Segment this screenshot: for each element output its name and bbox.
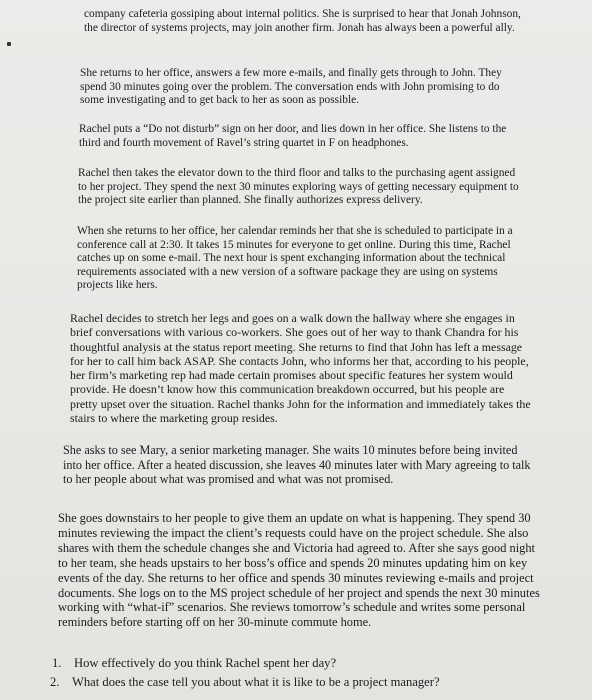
text-line: the project site earlier than planned. She finally authorizes express delivery. <box>78 194 423 207</box>
question-text: What does the case tell you about what it is like to be a project manager? <box>72 675 440 689</box>
paragraph-7 <box>63 443 531 487</box>
text-line: requirements associated with a new version of a software package they are using on systems <box>77 265 498 278</box>
text-line: She goes downstairs to her people to give them an update on what is happening. They spend 30 <box>58 511 531 525</box>
question-1 <box>52 656 336 671</box>
text-line: Rachel puts a “Do not disturb” sign on her door, and lies down in her office. She listens to the <box>79 123 507 135</box>
text-line: for her to call him back ASAP. She contacts John, who informs her that, according to his people, <box>70 353 529 368</box>
paragraph-5 <box>77 225 513 293</box>
text-line: thoughtful analysis at the status report meeting. She returns to find that John has left a message <box>70 339 523 354</box>
text-line: conference call at 2:30. It takes 15 minutes for everyone to get online. During this time, Rachel <box>77 238 511 251</box>
paragraph-1 <box>84 8 521 35</box>
text-line: She returns to her office, answers a few more e-mails, and finally gets through to John. They <box>80 67 502 79</box>
text-line: When she returns to her office, her calendar reminds her that she is scheduled to participate in a <box>77 225 513 237</box>
text-line: company cafeteria gossiping about internal politics. She is surprised to hear that Jonah Johnson, <box>84 8 521 20</box>
paragraph-6 <box>70 311 531 425</box>
text-line: working with “what-if” scenarios. She reviews tomorrow’s schedule and writes some personal <box>58 600 526 615</box>
text-line: Rachel decides to stretch her legs and goes on a walk down the hallway where she engages in <box>70 311 515 325</box>
text-line: to her people about what was promised and what was not promised. <box>63 472 394 487</box>
text-line: Rachel then takes the elevator down to the third floor and talks to the purchasing agent assigned <box>78 167 516 179</box>
paragraph-8 <box>58 511 540 630</box>
question-number: 2. <box>50 675 60 689</box>
text-line: minutes reviewing the impact the client’s requests could have on the project schedule. She also <box>58 525 529 540</box>
text-line: events of the day. She returns to her office and spends 30 minutes reviewing e-mails and project <box>58 570 534 585</box>
paragraph-3 <box>79 123 506 150</box>
text-line: pretty upset over the situation. Rachel thanks John for the information and immediately takes the <box>70 396 531 411</box>
text-line: reminders before starting off on her 30-minute commute home. <box>58 615 372 630</box>
question-2 <box>50 675 440 690</box>
text-line: provide. He doesn’t know how this communication breakdown occurred, but his people are <box>70 382 505 397</box>
text-line: her firm’s marketing rep had made certain promises about specific features her system would <box>70 368 513 383</box>
paragraph-4 <box>78 167 519 208</box>
text-line: She asks to see Mary, a senior marketing manager. She waits 10 minutes before being invited <box>63 443 518 457</box>
text-line: to her project. They spend the next 30 minutes exploring ways of getting necessary equipment to <box>78 180 519 193</box>
text-line: spend 30 minutes going over the problem. The conversation ends with John promising to do <box>80 80 500 93</box>
text-line: stairs to where the marketing group resides. <box>70 411 278 426</box>
question-number: 1. <box>52 656 62 670</box>
text-line: the director of systems projects, may join another firm. Jonah has always been a powerful ally. <box>84 21 515 34</box>
text-line: to her team, she heads upstairs to her boss’s office and spends 20 minutes updating him on key <box>58 555 528 570</box>
text-line: projects like hers. <box>77 279 158 292</box>
margin-mark <box>7 42 11 46</box>
text-line: documents. She logs on to the MS project schedule of her project and spends the next 30 minutes <box>58 585 540 600</box>
text-line: some investigating and to get back to her as soon as possible. <box>80 94 360 107</box>
question-text: How effectively do you think Rachel spent her day? <box>74 656 337 670</box>
text-line: shares with them the schedule changes she and Victoria had agreed to. After she says good night <box>58 540 535 555</box>
text-line: brief conversations with various co-workers. She goes out of her way to thank Chandra for his <box>70 325 519 340</box>
paragraph-2 <box>80 67 502 108</box>
text-line: third and fourth movement of Ravel’s string quartet in F on headphones. <box>79 136 409 149</box>
text-line: into her office. After a heated discussion, she leaves 40 minutes later with Mary agreeing to talk <box>63 457 531 472</box>
text-line: catches up on some e-mail. The next hour is spent exchanging information about the technical <box>77 252 506 265</box>
